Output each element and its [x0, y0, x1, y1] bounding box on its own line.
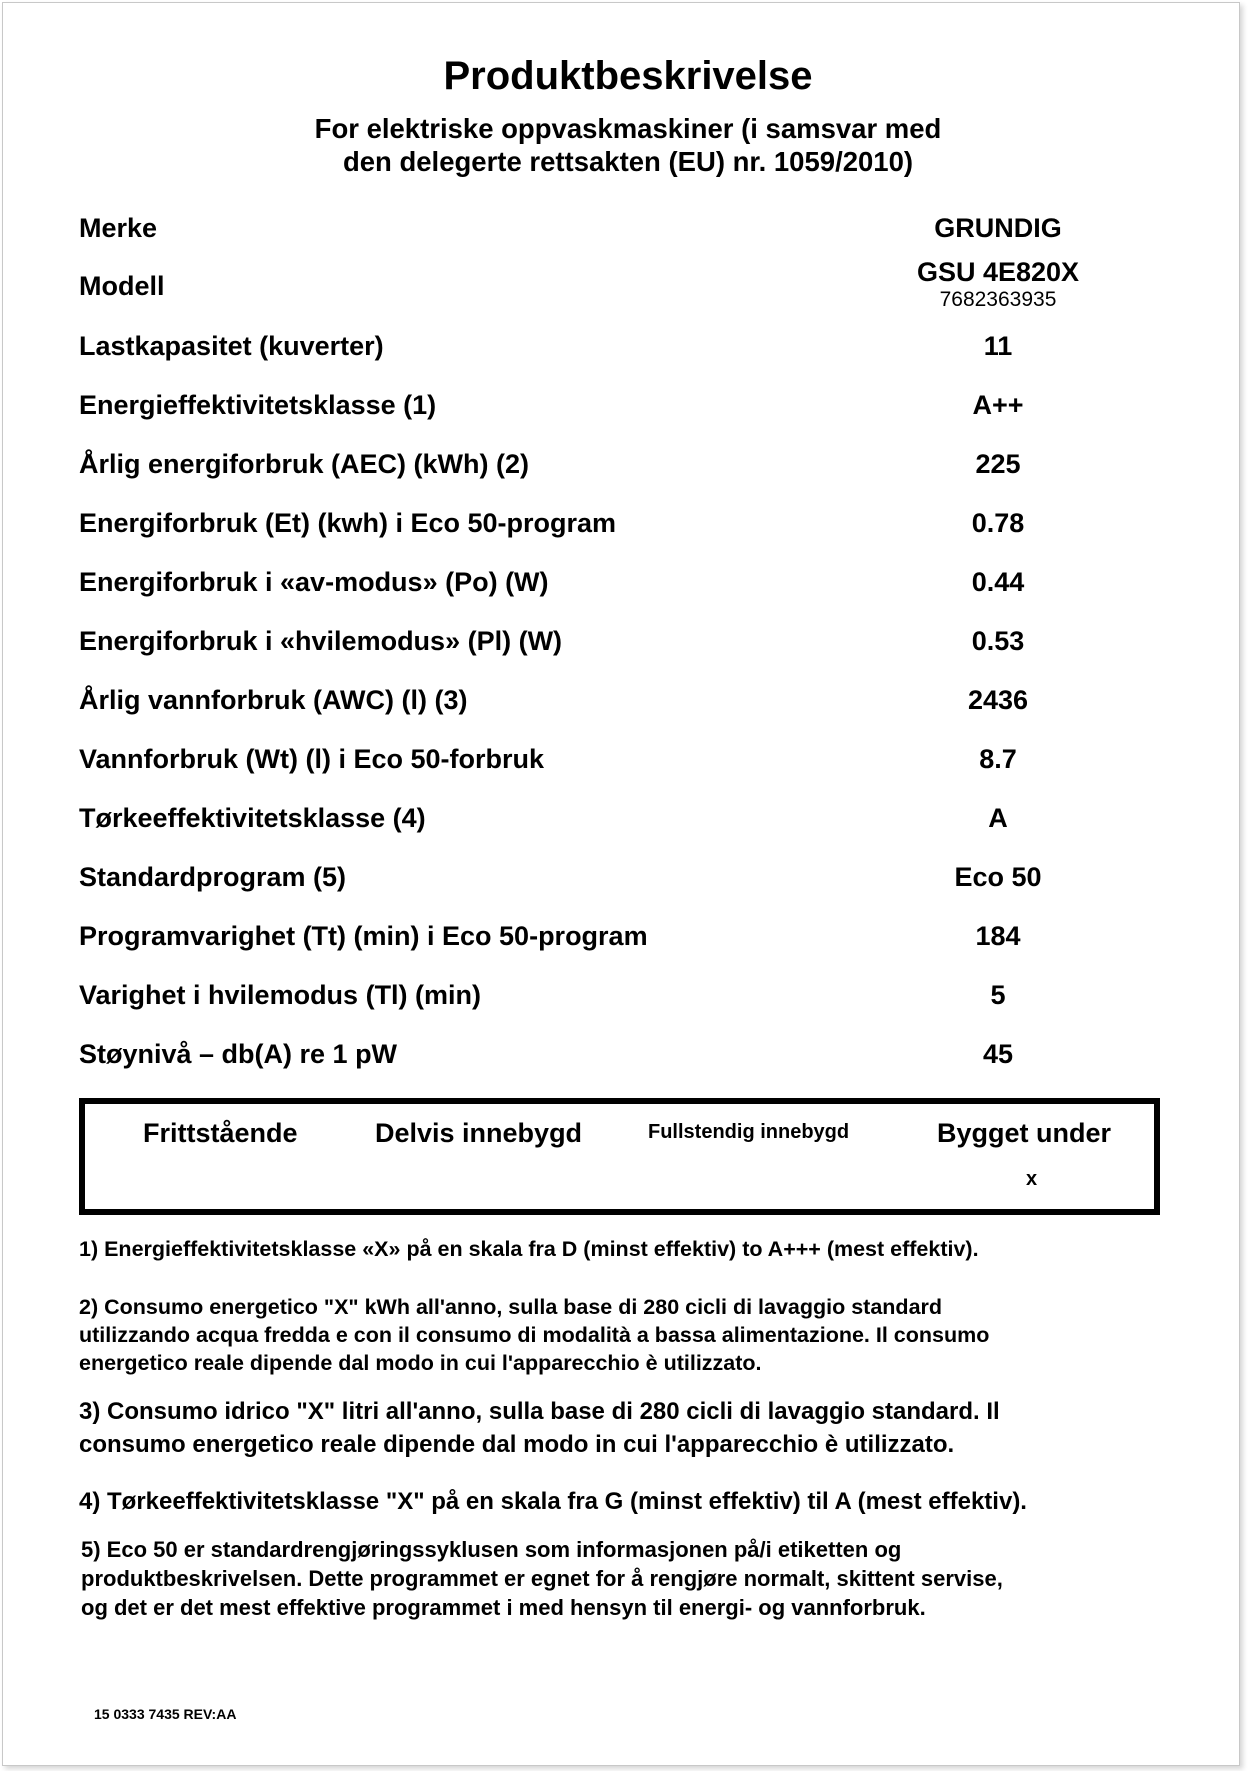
built-under-mark: x [1026, 1168, 1038, 1190]
note-5 [81, 1535, 1003, 1622]
subtitle-line-1: For elektriske oppvaskmaskiner (i samsvar med [314, 113, 942, 144]
spec-value: 184 [975, 921, 1021, 951]
page-subtitle [3, 112, 1250, 178]
note-5-line-2: produktbeskrivelsen. Dette programmet er egnet for å rengjøre normalt, skittent servise, [81, 1566, 1003, 1591]
spec-label: Vannforbruk (Wt) (l) i Eco 50-forbruk [79, 744, 545, 774]
model-code: 7682363935 [939, 288, 1057, 311]
option-partially-builtin: Delvis innebygd [375, 1118, 583, 1148]
spec-label: Tørkeeffektivitetsklasse (4) [79, 803, 426, 833]
note-1: 1) Energieffektivitetsklasse «X» på en skala fra D (minst effektiv) to A+++ (mest effektiv). [79, 1237, 979, 1261]
spec-value: 8.7 [979, 744, 1017, 774]
spec-value: 2436 [967, 685, 1029, 715]
document-code: 15 0333 7435 REV:AA [94, 1706, 237, 1722]
spec-label: Standardprogram (5) [79, 862, 347, 892]
installation-type-box [79, 1098, 1160, 1215]
note-4: 4) Tørkeeffektivitetsklasse "X" på en skala fra G (minst effektiv) til A (mest effektiv). [79, 1488, 1027, 1515]
note-5-line-3: og det er det mest effektive programmet i med hensyn til energi- og vannforbruk. [81, 1595, 926, 1620]
subtitle-line-2: den delegerte rettsakten (EU) nr. 1059/2010) [342, 146, 914, 177]
spec-label: Støynivå – db(A) re 1 pW [79, 1039, 398, 1069]
option-freestanding: Frittstående [143, 1118, 298, 1148]
spec-value: 225 [975, 449, 1021, 479]
spec-value: Eco 50 [954, 862, 1042, 892]
spec-value: 0.44 [971, 567, 1025, 597]
note-5-line-1: 5) Eco 50 er standardrengjøringssyklusen som informasjonen på/i etiketten og [81, 1537, 902, 1562]
spec-value: A [988, 803, 1008, 833]
note-3-line-2: consumo energetico reale dipende dal modo in cui l'apparecchio è utilizzato. [79, 1431, 955, 1458]
spec-label: Energieffektivitetsklasse (1) [79, 390, 437, 420]
spec-label: Programvarighet (Tt) (min) i Eco 50-program [79, 921, 648, 951]
spec-value: GSU 4E820X [916, 257, 1080, 287]
spec-value: 0.53 [971, 626, 1025, 656]
note-3-line-1: 3) Consumo idrico "X" litri all'anno, sulla base di 280 cicli di lavaggio standard. Il [79, 1398, 1000, 1425]
option-fully-builtin: Fullstendig innebygd [648, 1121, 850, 1143]
spec-value: 5 [990, 980, 1006, 1010]
spec-label: Lastkapasitet (kuverter) [79, 331, 384, 361]
note-2-line-1: 2) Consumo energetico "X" kWh all'anno, sulla base di 280 cicli di lavaggio standard [79, 1295, 943, 1319]
spec-label: Merke [79, 213, 158, 243]
spec-label: Modell [79, 271, 165, 301]
note-2-line-3: energetico reale dipende dal modo in cui l'apparecchio è utilizzato. [79, 1351, 762, 1375]
spec-label: Årlig energiforbruk (AEC) (kWh) (2) [79, 449, 529, 479]
spec-label: Energiforbruk i «av-modus» (Po) (W) [79, 567, 549, 597]
note-3 [79, 1395, 1000, 1461]
page-title: Produktbeskrivelse [443, 54, 813, 98]
spec-label: Årlig vannforbruk (AWC) (l) (3) [79, 685, 468, 715]
spec-label: Varighet i hvilemodus (Tl) (min) [79, 980, 482, 1010]
spec-label: Energiforbruk (Et) (kwh) i Eco 50-program [79, 508, 617, 538]
spec-label: Energiforbruk i «hvilemodus» (Pl) (W) [79, 626, 563, 656]
spec-value: 0.78 [971, 508, 1025, 538]
option-built-under: Bygget under [937, 1118, 1112, 1148]
spec-value: A++ [972, 390, 1024, 420]
document-page [2, 2, 1240, 1766]
spec-value: 11 [983, 331, 1013, 361]
spec-value: GRUNDIG [934, 213, 1062, 243]
note-2-line-2: utilizzando acqua fredda e con il consumo di modalità a bassa alimentazione. Il consumo [79, 1323, 990, 1347]
note-2 [79, 1293, 989, 1377]
spec-value: 45 [982, 1039, 1014, 1069]
